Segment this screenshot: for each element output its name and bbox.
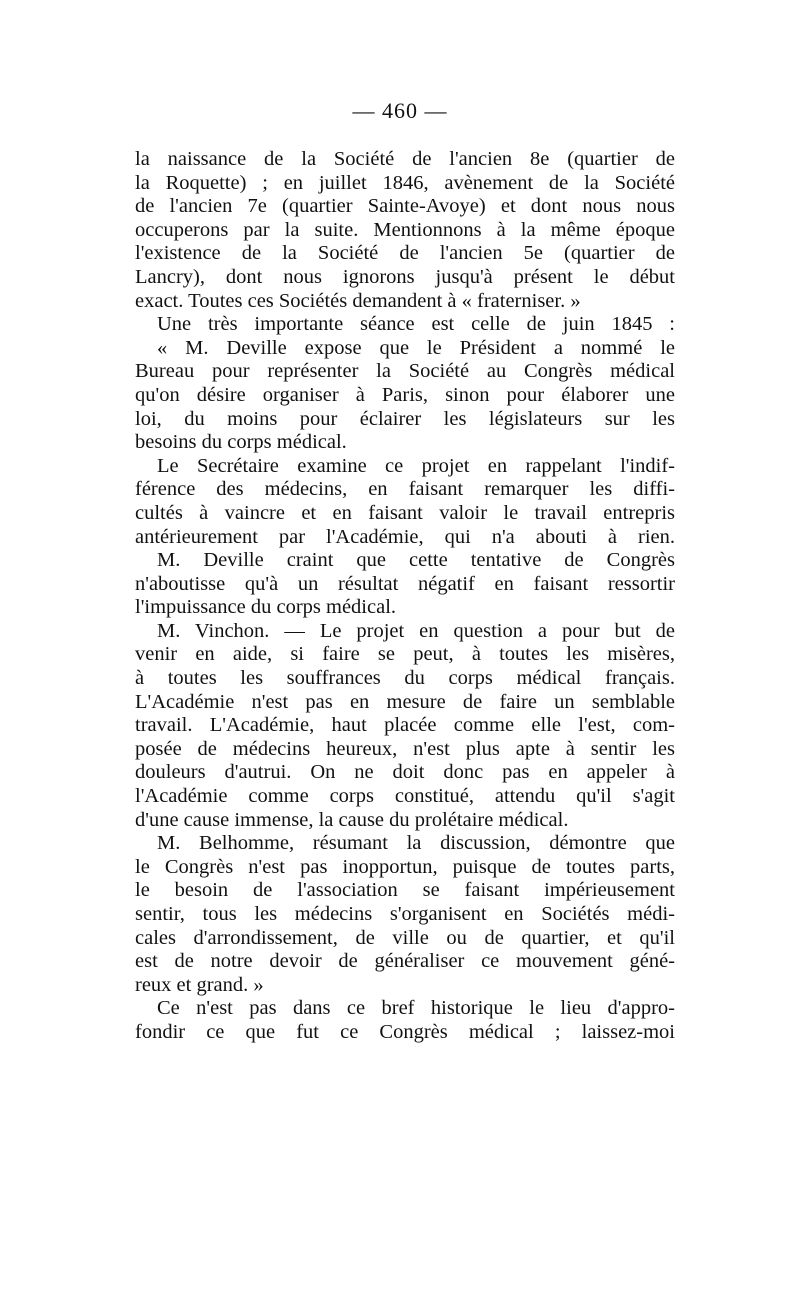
text-line: cales d'arrondissement, de ville ou de quartier, et qu'il xyxy=(135,926,675,949)
text-line: le besoin de l'association se faisant impérieusement xyxy=(135,879,675,902)
text-line: le Congrès n'est pas inopportun, puisque de toutes parts, xyxy=(135,855,675,878)
text-line: M. Belhomme, résumant la discussion, démontre que xyxy=(157,832,675,855)
text-line: reux et grand. » xyxy=(135,973,264,996)
text-line: férence des médecins, en faisant remarquer les diffi- xyxy=(135,478,675,501)
text-line: occuperons par la suite. Mentionnons à la même époque xyxy=(135,218,675,241)
text-line: d'une cause immense, la cause du prolétaire médical. xyxy=(135,808,569,831)
text-line: l'existence de la Société de l'ancien 5e (quartier de xyxy=(135,242,675,265)
text-line: sentir, tous les médecins s'organisent en Sociétés médi- xyxy=(135,903,675,925)
body-text xyxy=(135,148,675,1045)
text-line: M. Deville craint que cette tentative de Congrès xyxy=(157,549,675,572)
text-line: Le Secrétaire examine ce projet en rappelant l'indif- xyxy=(157,454,675,477)
text-line: antérieurement par l'Académie, qui n'a abouti à rien. xyxy=(135,525,675,548)
text-line: loi, du moins pour éclairer les législateurs sur les xyxy=(135,407,675,430)
page-number: — 460 — xyxy=(352,98,448,123)
text-line: posée de médecins heureux, n'est plus apte à sentir les xyxy=(135,737,675,760)
text-line: n'aboutisse qu'à un résultat négatif en faisant ressortir xyxy=(135,572,675,595)
text-line: la naissance de la Société de l'ancien 8e (quartier de xyxy=(135,148,675,170)
text-line: travail. L'Académie, haut placée comme elle l'est, com- xyxy=(135,714,675,737)
text-line: Ce n'est pas dans ce bref historique le lieu d'appro- xyxy=(157,997,675,1020)
text-line: est de notre devoir de généraliser ce mouvement géné- xyxy=(135,950,675,973)
text-line: qu'on désire organiser à Paris, sinon pour élaborer une xyxy=(135,383,675,406)
text-line: venir en aide, si faire se peut, à toutes les misères, xyxy=(135,643,675,666)
text-line: fondir ce que fut ce Congrès médical ; laissez-moi xyxy=(135,1020,675,1043)
text-line: Une très importante séance est celle de juin 1845 : xyxy=(157,313,675,336)
text-line: « M. Deville expose que le Président a nommé le xyxy=(157,336,675,359)
text-line: l'Académie comme corps constitué, attendu qu'il s'agit xyxy=(135,785,675,808)
text-line: Bureau pour représenter la Société au Congrès médical xyxy=(135,360,675,383)
text-line: l'impuissance du corps médical. xyxy=(135,596,397,619)
text-line: M. Vinchon. — Le projet en question a pour but de xyxy=(157,619,675,642)
text-line: exact. Toutes ces Sociétés demandent à « fraterniser. » xyxy=(135,289,581,312)
text-line: L'Académie n'est pas en mesure de faire un semblable xyxy=(135,690,675,713)
text-line: Lancry), dont nous ignorons jusqu'à présent le début xyxy=(135,265,675,288)
text-line: à toutes les souffrances du corps médical français. xyxy=(135,667,675,690)
text-line: douleurs d'autrui. On ne doit donc pas en appeler à xyxy=(135,761,675,784)
text-line: besoins du corps médical. xyxy=(135,431,347,454)
text-line: la Roquette) ; en juillet 1846, avènement de la Société xyxy=(135,171,675,194)
text-line: cultés à vaincre et en faisant valoir le travail entrepris xyxy=(135,501,675,524)
text-line: de l'ancien 7e (quartier Sainte-Avoye) et dont nous nous xyxy=(135,195,675,218)
